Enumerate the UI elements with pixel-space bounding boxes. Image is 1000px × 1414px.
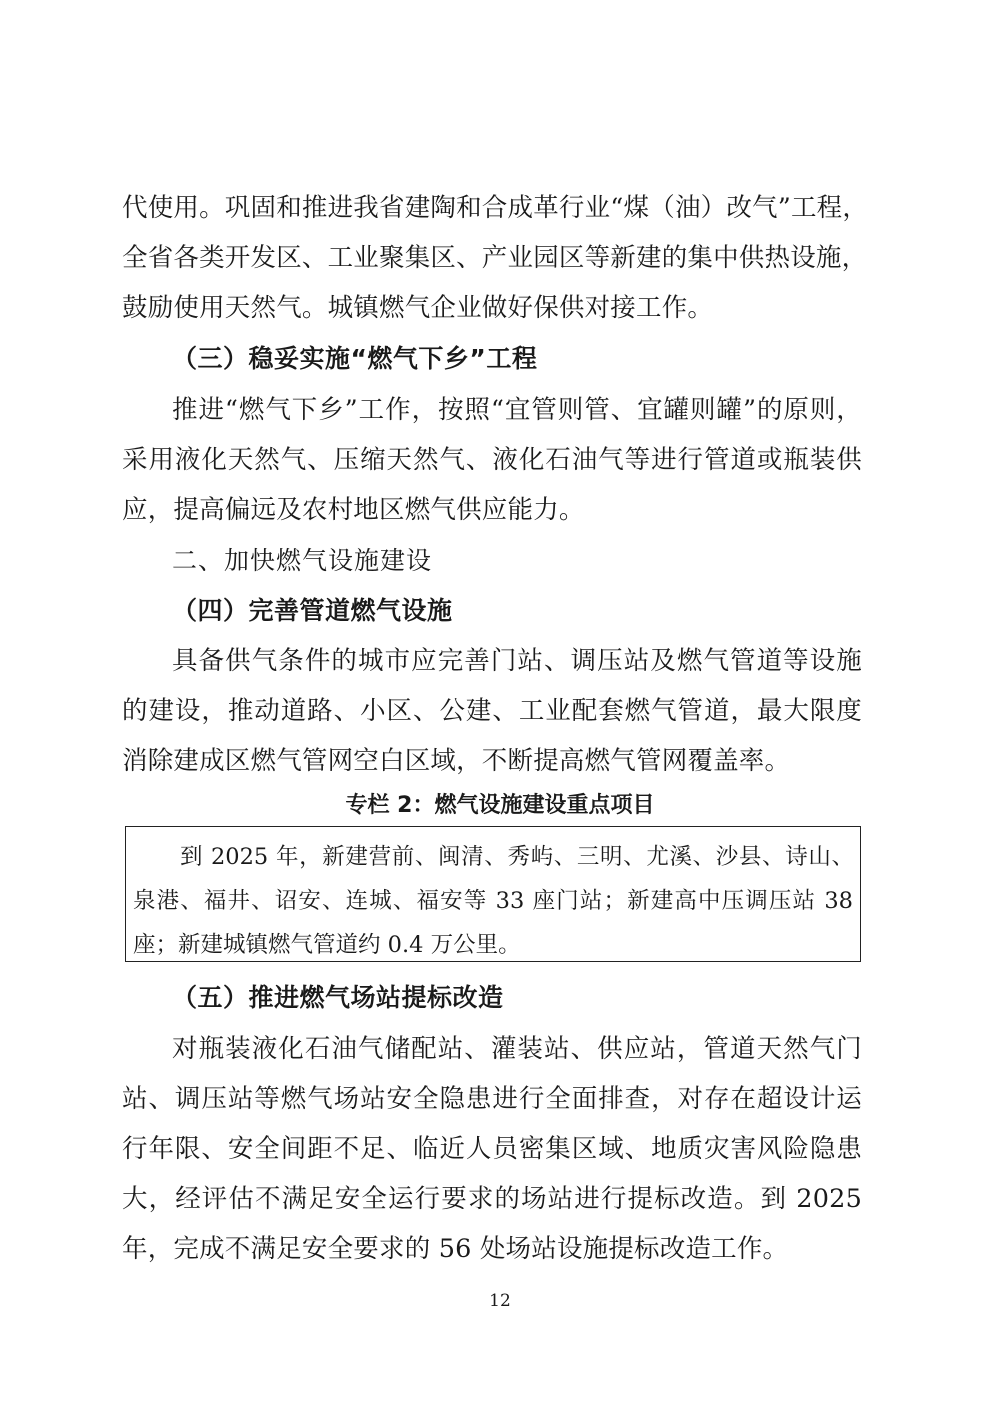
body-line: 推进“燃气下乡”工作，按照“宜管则管、宜罐则罐”的原则， xyxy=(172,395,862,425)
column-box-line: 泉港、福井、诏安、连城、福安等 33 座门站；新建高中压调压站 38 xyxy=(133,888,853,914)
column-box-line: 到 2025 年，新建营前、闽清、秀屿、三明、尤溪、沙县、诗山、 xyxy=(180,844,854,870)
body-line: 应，提高偏远及农村地区燃气供应能力。 xyxy=(122,495,585,525)
body-line: 对瓶装液化石油气储配站、灌装站、供应站，管道天然气门 xyxy=(172,1034,862,1064)
body-line: 的建设，推动道路、小区、公建、工业配套燃气管道，最大限度 xyxy=(122,696,862,726)
section-heading: （五）推进燃气场站提标改造 xyxy=(172,983,504,1012)
body-line: 消除建成区燃气管网空白区域，不断提高燃气管网覆盖率。 xyxy=(122,746,791,776)
chapter-heading: 二、加快燃气设施建设 xyxy=(172,546,433,575)
body-line: 全省各类开发区、工业聚集区、产业园区等新建的集中供热设施， xyxy=(122,243,868,273)
body-line: 站、调压站等燃气场站安全隐患进行全面排查，对存在超设计运 xyxy=(122,1084,862,1114)
column-box-title: 专栏 2：燃气设施建设重点项目 xyxy=(345,793,655,818)
column-box-line: 座；新建城镇燃气管道约 0.4 万公里。 xyxy=(133,932,521,958)
section-heading: （三）稳妥实施“燃气下乡”工程 xyxy=(172,344,538,373)
body-line: 行年限、安全间距不足、临近人员密集区域、地质灾害风险隐患 xyxy=(122,1134,862,1164)
body-line: 鼓励使用天然气。城镇燃气企业做好保供对接工作。 xyxy=(122,293,714,323)
body-line: 代使用。巩固和推进我省建陶和合成革行业“煤（油）改气”工程， xyxy=(122,193,869,223)
page-number: 12 xyxy=(489,1291,511,1311)
body-line: 年，完成不满足安全要求的 56 处场站设施提标改造工作。 xyxy=(122,1234,789,1264)
section-heading: （四）完善管道燃气设施 xyxy=(172,596,453,625)
body-line: 采用液化天然气、压缩天然气、液化石油气等进行管道或瓶装供 xyxy=(122,445,862,475)
body-line: 具备供气条件的城市应完善门站、调压站及燃气管道等设施 xyxy=(172,646,862,676)
body-line: 大，经评估不满足安全运行要求的场站进行提标改造。到 2025 xyxy=(122,1184,862,1214)
